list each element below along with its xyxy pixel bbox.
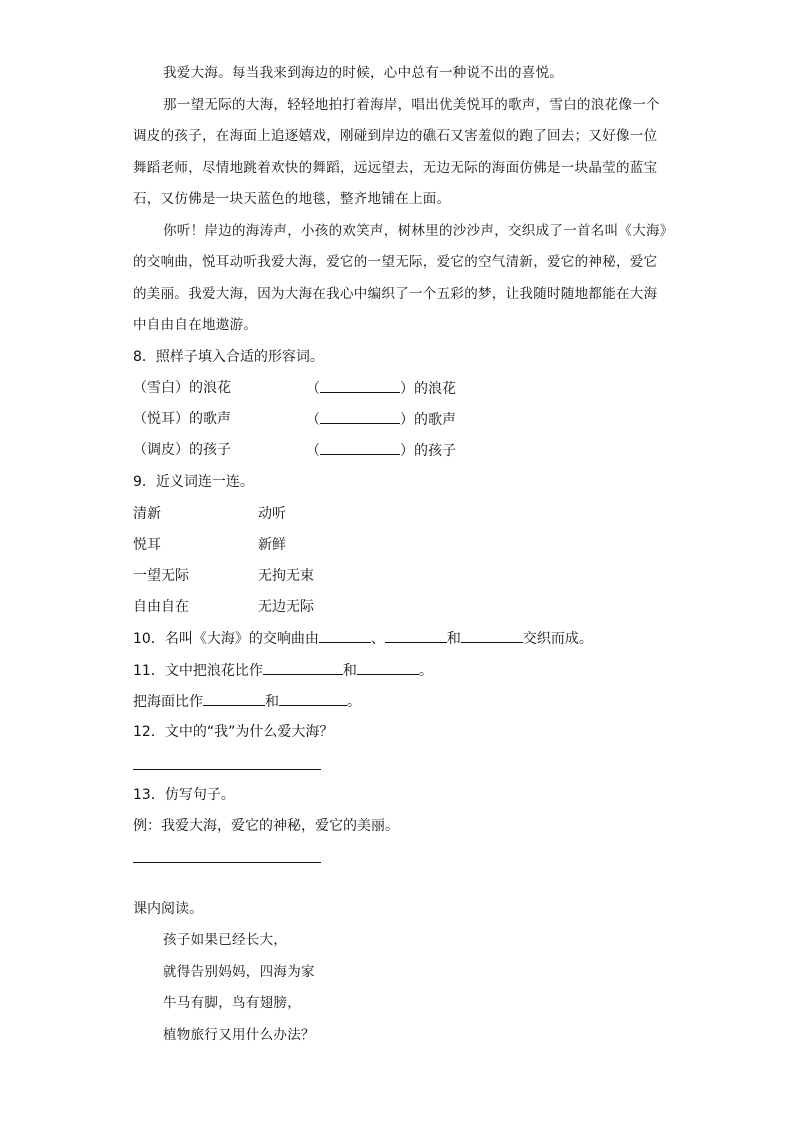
q9-left-word[interactable]: 清新 bbox=[133, 506, 161, 522]
q8-example-3: （调皮）的孩子 bbox=[133, 442, 231, 458]
q10-blank-1[interactable] bbox=[319, 628, 371, 643]
q12-title: 12．文中的“我”为什么爱大海？ bbox=[133, 724, 334, 740]
q8-blank-3[interactable] bbox=[320, 440, 400, 455]
reading-title: 课内阅读。 bbox=[133, 901, 203, 917]
q13-answer-line[interactable] bbox=[133, 862, 321, 863]
q8-answer-row-3: （ ）的孩子 bbox=[306, 440, 456, 461]
q13-title: 13．仿写句子。 bbox=[133, 787, 235, 803]
q11-blank-3[interactable] bbox=[203, 691, 265, 706]
poem-line-2: 就得告别妈妈，四海为家 bbox=[163, 964, 315, 980]
q9-right-word[interactable]: 新鲜 bbox=[258, 537, 286, 553]
q8-title: 8．照样子填入合适的形容词。 bbox=[133, 349, 324, 365]
passage-p1: 我爱大海。每当我来到海边的时候，心中总有一种说不出的喜悦。 bbox=[163, 65, 564, 81]
q8-blank-2[interactable] bbox=[320, 409, 400, 424]
q10-question: 10．名叫《大海》的交响曲由 、 和 交织而成。 bbox=[133, 628, 593, 649]
passage-p3-line4: 中自由自在地遨游。 bbox=[133, 317, 258, 333]
poem-line-1: 孩子如果已经长大， bbox=[163, 932, 288, 948]
q9-right-word[interactable]: 无边无际 bbox=[258, 599, 314, 615]
q8-answer-row-2: （ ）的歌声 bbox=[306, 409, 456, 430]
passage-p3-line3: 的美丽。我爱大海，因为大海在我心中编织了一个五彩的梦，让我随时随地都能在大海 bbox=[133, 286, 658, 302]
q10-blank-3[interactable] bbox=[461, 628, 523, 643]
q8-answer-row-1: （ ）的浪花 bbox=[306, 378, 456, 399]
q8-example-2: （悦耳）的歌声 bbox=[133, 411, 231, 427]
passage-p2-line1: 那一望无际的大海，轻轻地拍打着海岸，唱出优美悦耳的歌声，雪白的浪花像一个 bbox=[163, 97, 660, 113]
q11-blank-4[interactable] bbox=[279, 691, 347, 706]
q9-left-word[interactable]: 悦耳 bbox=[133, 537, 161, 553]
q11-blank-1[interactable] bbox=[263, 660, 343, 675]
q8-blank-1[interactable] bbox=[320, 378, 400, 393]
passage-p2-line2: 调皮的孩子，在海面上追逐嬉戏，刚碰到岸边的礁石又害羞似的跑了回去；又好像一位 bbox=[133, 128, 658, 144]
poem-line-4: 植物旅行又用什么办法？ bbox=[163, 1027, 315, 1043]
poem-line-3: 牛马有脚，鸟有翅膀， bbox=[163, 995, 301, 1011]
q9-title: 9．近义词连一连。 bbox=[133, 474, 254, 490]
q9-right-word[interactable]: 无拘无束 bbox=[258, 568, 314, 584]
q13-example: 例：我爱大海，爱它的神秘，爱它的美丽。 bbox=[133, 818, 399, 834]
q8-example-1: （雪白）的浪花 bbox=[133, 380, 231, 396]
q9-left-word[interactable]: 自由自在 bbox=[133, 599, 189, 615]
passage-p3-line2: 的交响曲，悦耳动听我爱大海，爱它的一望无际，爱它的空气清新，爱它的神秘，爱它 bbox=[133, 254, 658, 270]
passage-p3-line1: 你听！岸边的海涛声，小孩的欢笑声，树林里的沙沙声，交织成了一首名叫《大海》 bbox=[163, 223, 674, 239]
passage-p2-line4: 石，又仿佛是一块天蓝色的地毯，整齐地铺在上面。 bbox=[133, 191, 451, 207]
q11-line2: 把海面比作 和 。 bbox=[133, 691, 361, 712]
q9-right-word[interactable]: 动听 bbox=[258, 506, 286, 522]
q11-blank-2[interactable] bbox=[357, 660, 419, 675]
q12-answer-line[interactable] bbox=[133, 769, 321, 770]
q9-left-word[interactable]: 一望无际 bbox=[133, 568, 189, 584]
q10-blank-2[interactable] bbox=[385, 628, 447, 643]
passage-p2-line3: 舞蹈老师，尽情地跳着欢快的舞蹈，远远望去，无边无际的海面仿佛是一块晶莹的蓝宝 bbox=[133, 160, 658, 176]
q11-question: 11．文中把浪花比作 和 。 bbox=[133, 660, 433, 681]
